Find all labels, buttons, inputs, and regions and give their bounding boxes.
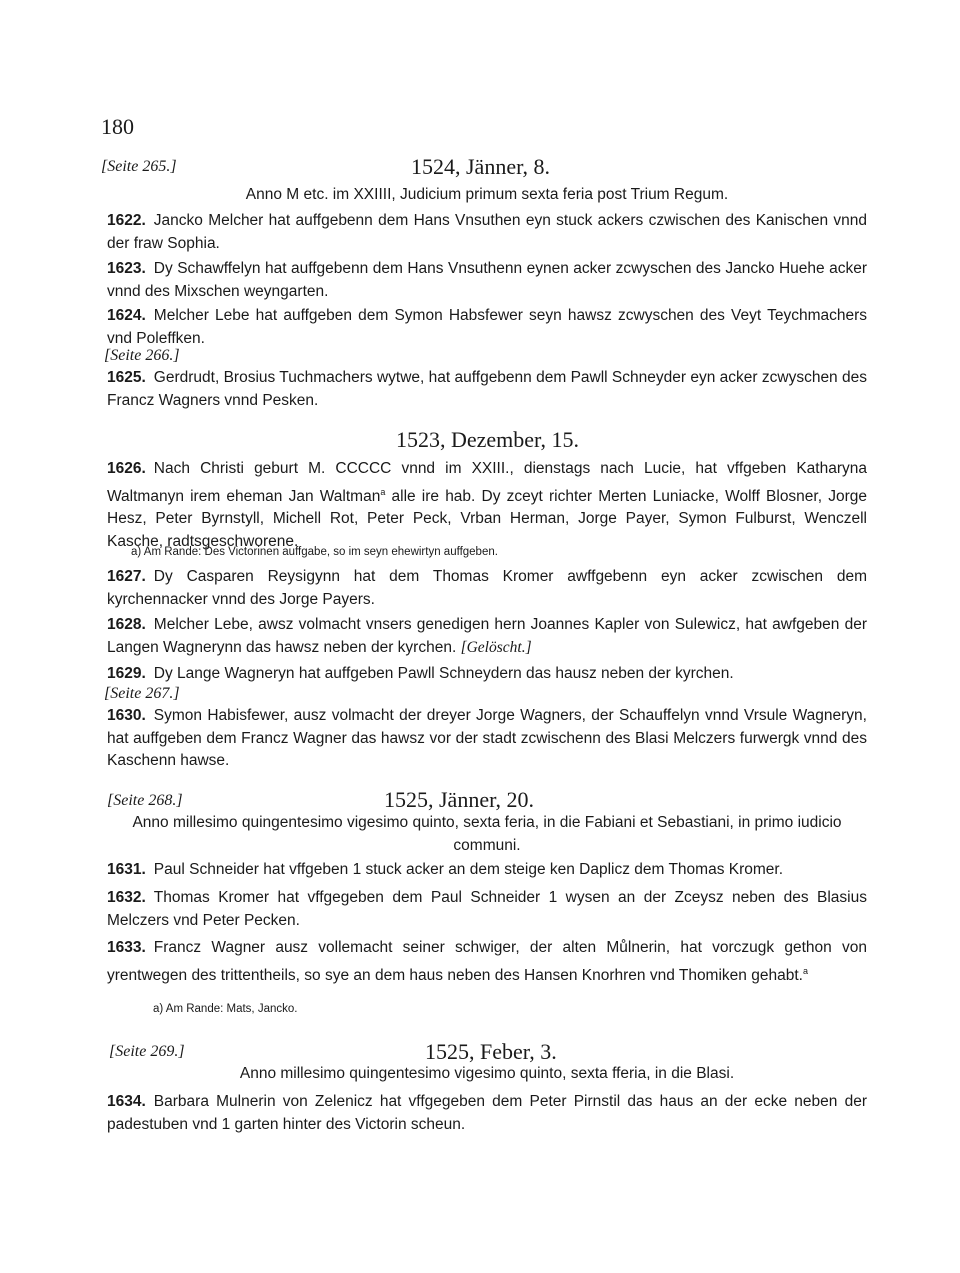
entry-number: 1631. [107,861,146,878]
entry-text: Symon Habisfewer, ausz volmacht der dreyer Jorge Wagners, der Schauffelyn vnnd Vrsule Wagneryn, hat auffgeben dem Francz Wagner das hawsz vor der stadt zcwischenn des Blasi Melczers furwergk vnnd des Kaschenn hawse. [107,707,867,769]
entry-number: 1632. [107,889,146,906]
entry-1631 [107,859,867,882]
deleted-marker: [Gelöscht.] [460,638,532,656]
entry-text: Thomas Kromer hat vffgegeben dem Paul Schneider 1 wysen an der Zceysz neben des Blasius Melczers vnd Peter Pecken. [107,889,867,929]
entry-number: 1625. [107,369,146,386]
entry-number: 1633. [107,939,146,956]
section-intro: Anno M etc. im XXIIII, Judicium primum sexta feria post Trium Regum. [245,186,729,203]
entry-1634 [107,1091,867,1136]
entry-number: 1630. [107,707,146,724]
entry-number: 1622. [107,212,146,229]
entry-text: Melcher Lebe, awsz volmacht vnsers genedigen hern Joannes Kapler von Sulewicz, hat awfgeben der Langen Wagnerynn das hawsz neben der kyrchen. [107,616,867,656]
entry-1629 [107,663,867,686]
entry-text: Barbara Mulnerin von Zelenicz hat vffgegeben dem Peter Pirnstil das haus an der ecke neben der padestuben vnd 1 garten hinter des Victorin scheun. [107,1093,867,1133]
entry-text: Gerdrudt, Brosius Tuchmachers wytwe, hat auffgebenn dem Pawll Schneyder eyn acker zcwyschen des Francz Wagners vnnd Pesken. [107,369,867,409]
seite-marker: [Seite 269.] [109,1043,185,1060]
entry-1626 [107,458,867,553]
footnote: a) Am Rande: Des Victorinen auffgabe, so im seyn ehewirtyn auffgeben. [131,546,498,558]
entry-1624 [107,305,867,350]
entry-number: 1623. [107,260,146,277]
section-heading: 1524, Jänner, 8. [411,154,551,179]
entry-number: 1628. [107,616,146,633]
entry-1625 [107,367,867,412]
section-heading: 1525, Jänner, 20. [384,787,535,812]
entry-1633 [107,937,867,987]
entry-number: 1624. [107,307,146,324]
entry-text: Dy Lange Wagneryn hat auffgeben Pawll Schneydern das hausz neben der kyrchen. [153,665,734,682]
entry-1630 [107,705,867,773]
entry-1628 [107,614,867,659]
entry-number: 1634. [107,1093,146,1110]
entry-number: 1626. [107,460,146,477]
section-intro: Anno millesimo quingentesimo vigesimo quinto, sexta fferia, in die Blasi. [239,1065,735,1082]
page-number: 180 [101,114,134,139]
entry-1622 [107,210,867,255]
footnote-marker: a [802,965,808,976]
section-heading: 1525, Feber, 3. [425,1039,557,1064]
entry-text: Paul Schneider hat vffgeben 1 stuck acker an dem steige ken Daplicz dem Thomas Kromer. [153,861,784,878]
entry-1627 [107,566,867,611]
entry-1632 [107,887,867,932]
footnote-marker: a [380,486,386,497]
section-heading: 1523, Dezember, 15. [396,427,580,452]
entry-text-continued: alle ire hab. Dy zceyt richter Merten Luniacke, Wolff Blosner, Jorge Hesz, Peter Byrnstyll, Michell Rot, Peter Peck, Vrban Herman, Jorge Payer, Symon Fulburst, Wenczell Kasche, radtsgeschworene. [107,487,867,550]
entry-text: Jancko Melcher hat auffgebenn dem Hans Vnsuthen eyn stuck ackers czwischen des Kanischen vnnd der fraw Sophia. [107,212,867,252]
entry-text: Francz Wagner ausz vollemacht seiner schwiger, der alten Můlnerin, hat vorczugk gethon von yrentwegen des trittentheils, so sye an dem haus neben des Hansen Knorhren vnd Thomiken gehabt. [107,939,867,984]
entry-text: Nach Christi geburt M. CCCCC vnnd im XXIII., dienstags nach Lucie, hat vffgeben Katharyna Waltmanyn irem eheman Jan Waltman [107,460,867,505]
entry-number: 1629. [107,665,146,682]
entry-number: 1627. [107,568,146,585]
entry-1623 [107,258,867,303]
section-intro: Anno millesimo quingentesimo vigesimo quinto, sexta feria, in die Fabiani et Sebastiani, in primo iudicio communi. [132,814,842,854]
entry-text: Melcher Lebe hat auffgeben dem Symon Habsfewer seyn hawsz zcwyschen des Veyt Teychmachers vnd Poleffken. [107,307,867,347]
seite-marker: [Seite 265.] [101,158,177,175]
entry-text: Dy Schawffelyn hat auffgebenn dem Hans Vnsuthenn eynen acker zcwyschen des Jancko Huehe acker vnnd des Mixschen weyngarten. [107,260,867,300]
seite-marker: [Seite 268.] [107,792,183,809]
seite-marker: [Seite 266.] [104,347,180,364]
seite-marker: [Seite 267.] [104,685,180,702]
entry-text: Dy Casparen Reysigynn hat dem Thomas Kromer awffgebenn eyn acker zcwischen dem kyrchennacker vnnd des Jorge Payers. [107,568,867,608]
footnote: a) Am Rande: Mats, Jancko. [153,1003,298,1015]
